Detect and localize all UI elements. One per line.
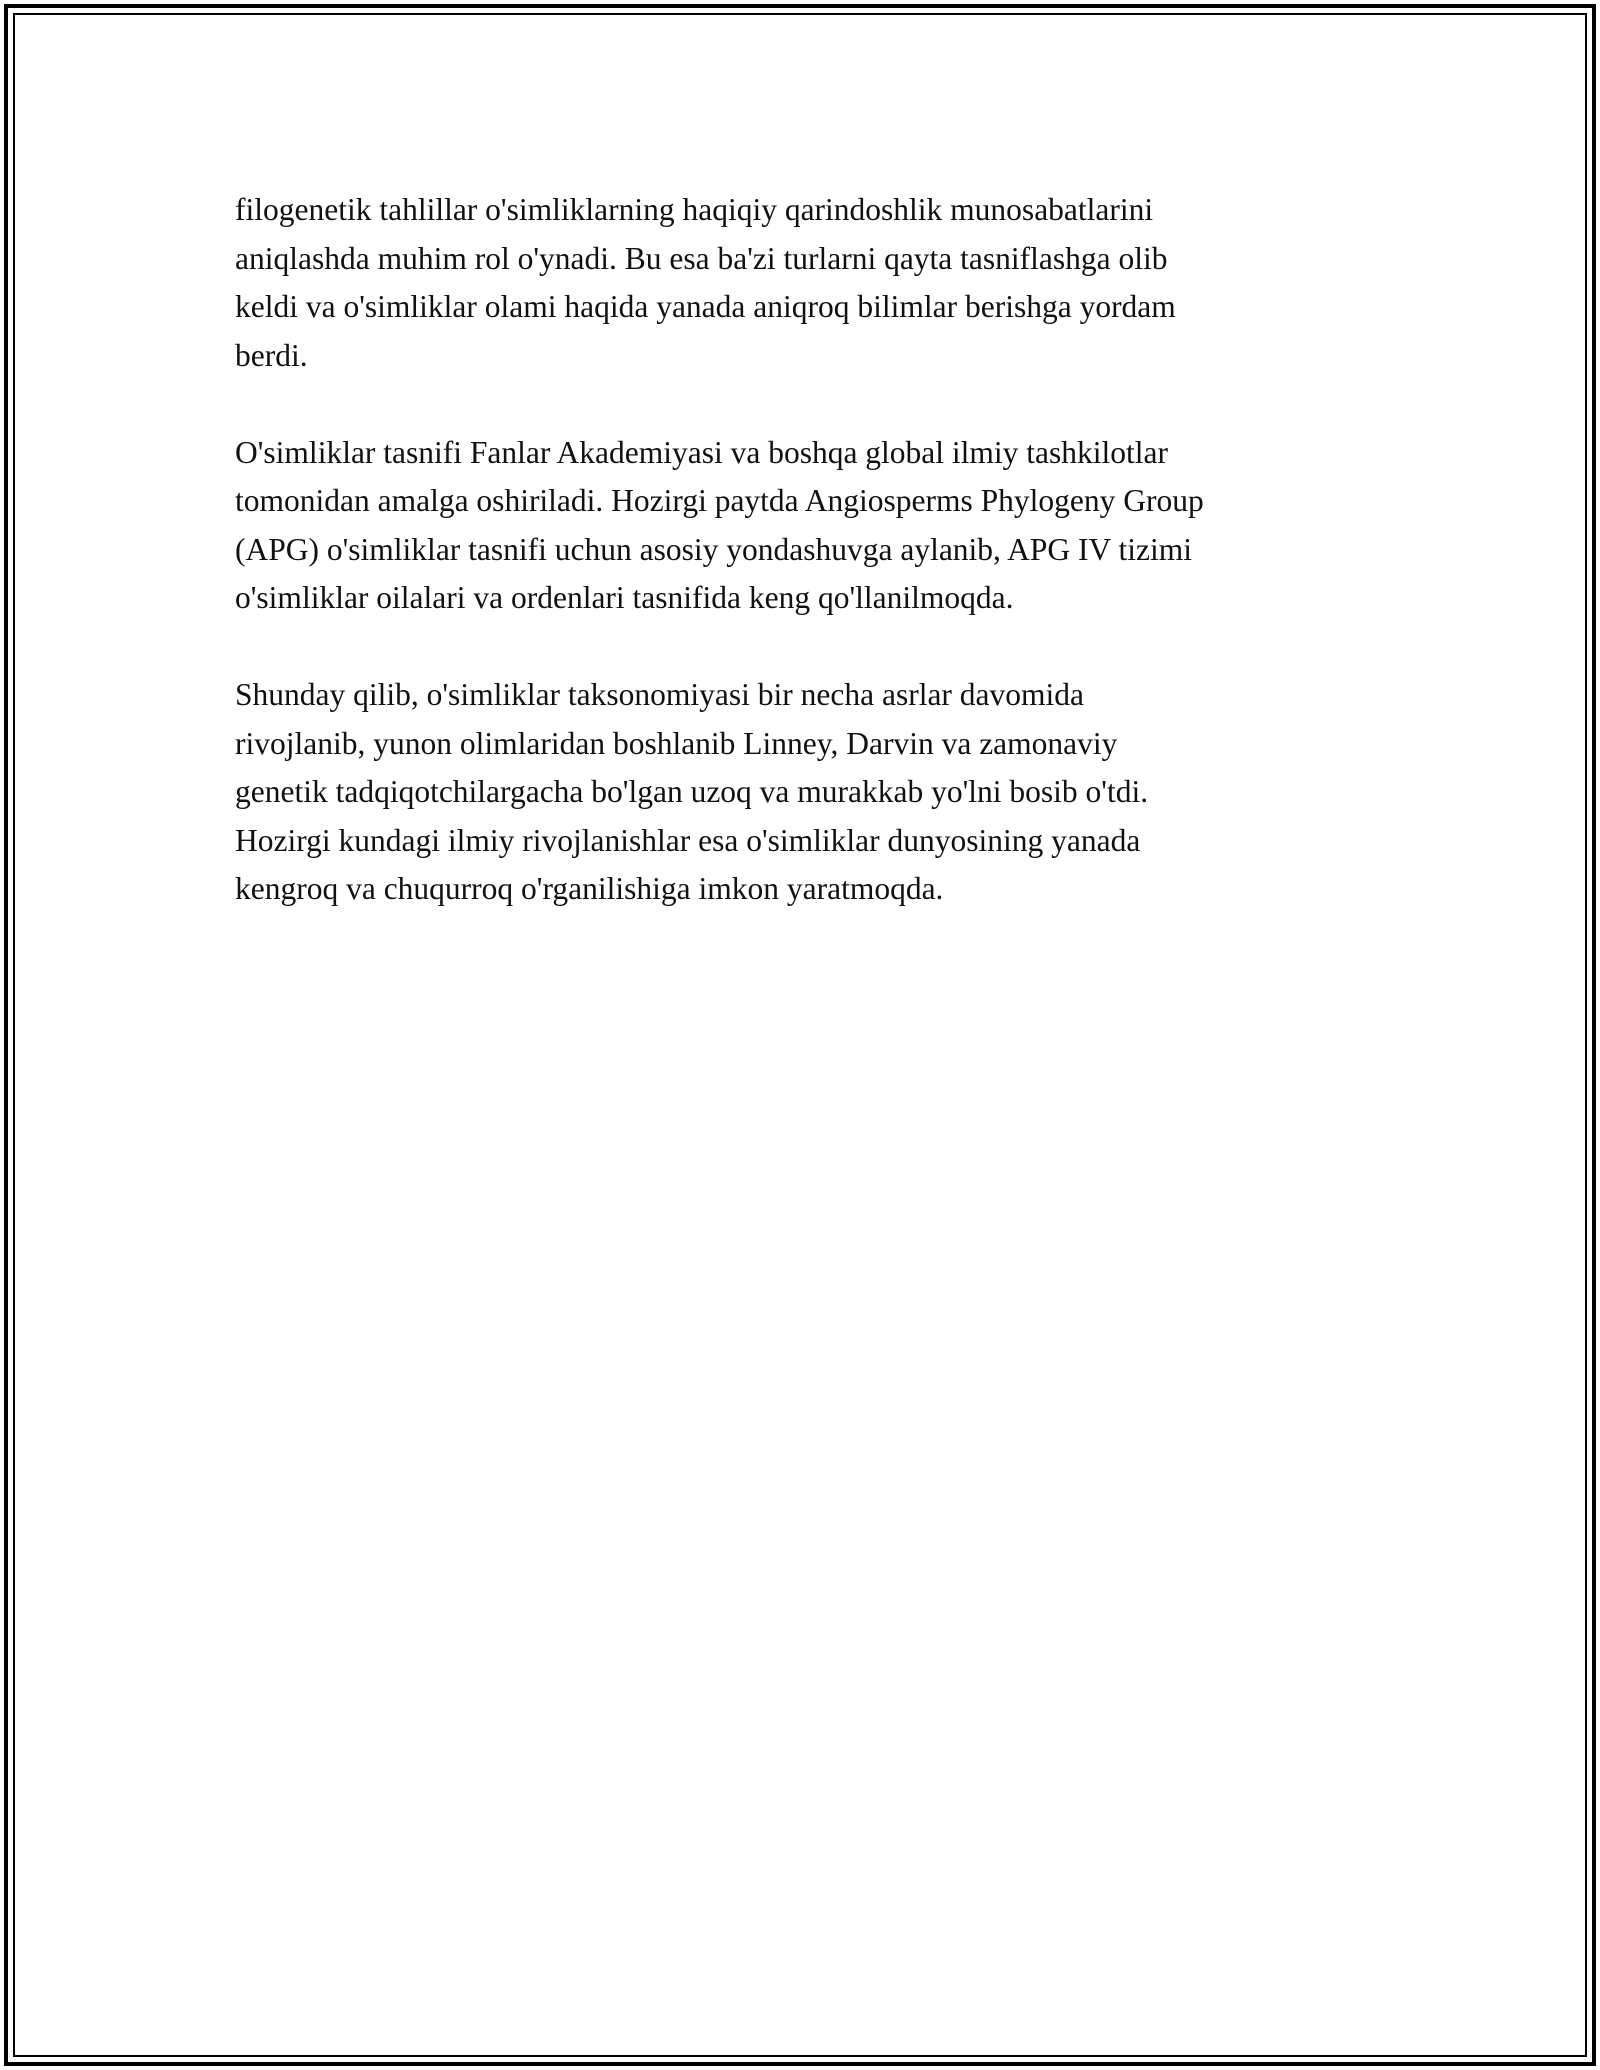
paragraph-3: Shunday qilib, o'simliklar taksonomiyasi bir necha asrlar davomida rivojlanib, yunon olimlaridan boshlanib Linney, Darvin va zamonaviy genetik tadqiqotchilargacha bo'lgan uzoq va murakkab yo'lni bosib o'tdi. Hozirgi kundagi ilmiy rivojlanishlar esa o'simliklar dunyosining yanada kengroq va chuqurroq o'rganilishiga imkon yaratmoqda.: [235, 677, 1149, 906]
paragraph-1: filogenetik tahlillar o'simliklarning haqiqiy qarindoshlik munosabatlarini aniqlashda muhim rol o'ynadi. Bu esa ba'zi turlarni qayta tasniflashga olib keldi va o'simliklar olami haqida yanada aniqroq bilimlar berishga yordam berdi.: [235, 192, 1176, 373]
document-body: [235, 186, 1375, 962]
paragraph-2: O'simliklar tasnifi Fanlar Akademiyasi va boshqa global ilmiy tashkilotlar tomonidan amalga oshiriladi. Hozirgi paytda Angiosperms Phylogeny Group (APG) o'simliklar tasnifi uchun asosiy yondashuvga aylanib, APG IV tizimi o'simliklar oilalari va ordenlari tasnifida keng qo'llanilmoqda.: [235, 434, 1204, 615]
